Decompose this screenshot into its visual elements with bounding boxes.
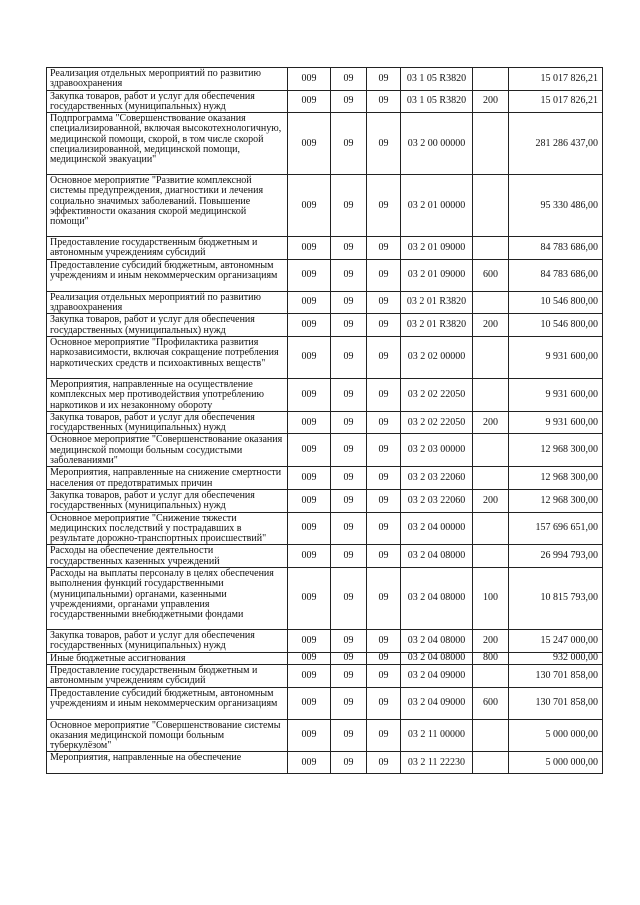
row-pr-cell: 09 (367, 237, 401, 260)
row-pr-cell: 09 (367, 314, 401, 337)
table-row (47, 467, 603, 490)
row-pr-cell: 09 (367, 434, 401, 467)
row-name-cell: Предоставление субсидий бюджетным, автономным учреждениям и иным некоммерческим организациям (47, 259, 288, 291)
row-sum-cell: 157 696 651,00 (509, 512, 603, 545)
row-name-cell: Мероприятия, направленные на обеспечение (47, 752, 288, 774)
row-pr-cell: 09 (367, 336, 401, 378)
row-vr-cell (473, 664, 509, 687)
row-pr-cell: 09 (367, 411, 401, 434)
table-body (47, 68, 603, 774)
row-rz-cell: 09 (331, 652, 367, 664)
table-row (47, 68, 603, 91)
row-sum-cell: 26 994 793,00 (509, 545, 603, 568)
row-rz-cell: 09 (331, 719, 367, 752)
row-name-cell: Основное мероприятие "Профилактика развития наркозависимости, включая сокращение потребления наркотических средств и психоактивных веществ" (47, 336, 288, 378)
row-vr-cell: 200 (473, 630, 509, 653)
row-sum-cell: 10 546 800,00 (509, 291, 603, 314)
row-grbs-cell: 009 (288, 467, 331, 490)
row-csr-cell: 03 2 11 22230 (401, 752, 473, 774)
row-sum-cell: 932 000,00 (509, 652, 603, 664)
row-rz-cell: 09 (331, 259, 367, 291)
row-rz-cell: 09 (331, 237, 367, 260)
row-sum-cell: 9 931 600,00 (509, 378, 603, 411)
row-pr-cell: 09 (367, 175, 401, 237)
row-grbs-cell: 009 (288, 291, 331, 314)
row-csr-cell: 03 2 01 09000 (401, 259, 473, 291)
row-csr-cell: 03 2 04 09000 (401, 664, 473, 687)
row-pr-cell: 09 (367, 489, 401, 512)
row-rz-cell: 09 (331, 68, 367, 91)
row-pr-cell: 09 (367, 652, 401, 664)
table-row (47, 568, 603, 630)
row-grbs-cell: 009 (288, 175, 331, 237)
table-row (47, 489, 603, 512)
row-sum-cell: 9 931 600,00 (509, 411, 603, 434)
row-name-cell: Иные бюджетные ассигнования (47, 652, 288, 664)
row-vr-cell (473, 336, 509, 378)
row-csr-cell: 03 2 01 R3820 (401, 314, 473, 337)
row-name-cell: Основное мероприятие "Развитие комплексной системы предупреждения, диагностики и лечения социально значимых заболеваний. Повышение эффективности оказания скорой медицинской помощи" (47, 175, 288, 237)
table-row (47, 752, 603, 774)
row-sum-cell: 15 247 000,00 (509, 630, 603, 653)
row-rz-cell: 09 (331, 336, 367, 378)
row-csr-cell: 03 2 04 08000 (401, 545, 473, 568)
table-row (47, 259, 603, 291)
row-vr-cell (473, 752, 509, 774)
row-grbs-cell: 009 (288, 68, 331, 91)
row-csr-cell: 03 2 01 00000 (401, 175, 473, 237)
row-vr-cell: 600 (473, 259, 509, 291)
row-name-cell: Закупка товаров, работ и услуг для обеспечения государственных (муниципальных) нужд (47, 314, 288, 337)
row-csr-cell: 03 1 05 R3820 (401, 90, 473, 113)
row-sum-cell: 5 000 000,00 (509, 719, 603, 752)
row-csr-cell: 03 2 04 09000 (401, 687, 473, 719)
row-vr-cell (473, 378, 509, 411)
row-csr-cell: 03 2 11 00000 (401, 719, 473, 752)
row-pr-cell: 09 (367, 113, 401, 175)
row-name-cell: Основное мероприятие "Совершенствование оказания медицинской помощи больным сосудистыми заболеваниями" (47, 434, 288, 467)
row-name-cell: Закупка товаров, работ и услуг для обеспечения государственных (муниципальных) нужд (47, 90, 288, 113)
row-grbs-cell: 009 (288, 664, 331, 687)
row-pr-cell: 09 (367, 90, 401, 113)
row-csr-cell: 03 2 04 00000 (401, 512, 473, 545)
row-csr-cell: 03 2 03 22060 (401, 489, 473, 512)
row-pr-cell: 09 (367, 664, 401, 687)
row-grbs-cell: 009 (288, 652, 331, 664)
row-grbs-cell: 009 (288, 314, 331, 337)
row-grbs-cell: 009 (288, 489, 331, 512)
row-vr-cell (473, 175, 509, 237)
table-row (47, 378, 603, 411)
row-csr-cell: 03 1 05 R3820 (401, 68, 473, 91)
table-row (47, 545, 603, 568)
row-vr-cell (473, 68, 509, 91)
row-grbs-cell: 009 (288, 113, 331, 175)
table-row (47, 687, 603, 719)
row-vr-cell (473, 512, 509, 545)
row-sum-cell: 15 017 826,21 (509, 68, 603, 91)
row-csr-cell: 03 2 02 22050 (401, 378, 473, 411)
row-sum-cell: 281 286 437,00 (509, 113, 603, 175)
row-pr-cell: 09 (367, 68, 401, 91)
row-grbs-cell: 009 (288, 90, 331, 113)
row-pr-cell: 09 (367, 687, 401, 719)
row-csr-cell: 03 2 01 09000 (401, 237, 473, 260)
row-grbs-cell: 009 (288, 630, 331, 653)
table-row (47, 652, 603, 664)
row-grbs-cell: 009 (288, 378, 331, 411)
row-name-cell: Расходы на обеспечение деятельности государственных казенных учреждений (47, 545, 288, 568)
row-csr-cell: 03 2 04 08000 (401, 630, 473, 653)
row-vr-cell (473, 545, 509, 568)
row-rz-cell: 09 (331, 434, 367, 467)
row-sum-cell: 10 815 793,00 (509, 568, 603, 630)
row-pr-cell: 09 (367, 378, 401, 411)
row-grbs-cell: 009 (288, 545, 331, 568)
row-name-cell: Мероприятия, направленные на снижение смертности населения от предотвратимых причин (47, 467, 288, 490)
row-pr-cell: 09 (367, 568, 401, 630)
row-name-cell: Расходы на выплаты персоналу в целях обеспечения выполнения функций государственными (муниципальными) органами, казенными учреждениями, органами управления государственными внебюджетными фондами (47, 568, 288, 630)
row-rz-cell: 09 (331, 687, 367, 719)
row-vr-cell (473, 237, 509, 260)
row-name-cell: Реализация отдельных мероприятий по развитию здравоохранения (47, 68, 288, 91)
row-vr-cell: 100 (473, 568, 509, 630)
row-pr-cell: 09 (367, 291, 401, 314)
row-sum-cell: 5 000 000,00 (509, 752, 603, 774)
table-row (47, 434, 603, 467)
row-rz-cell: 09 (331, 175, 367, 237)
row-csr-cell: 03 2 02 22050 (401, 411, 473, 434)
row-csr-cell: 03 2 04 08000 (401, 652, 473, 664)
row-sum-cell: 10 546 800,00 (509, 314, 603, 337)
row-rz-cell: 09 (331, 314, 367, 337)
row-sum-cell: 12 968 300,00 (509, 434, 603, 467)
row-name-cell: Предоставление государственным бюджетным и автономным учреждениям субсидий (47, 237, 288, 260)
row-sum-cell: 12 968 300,00 (509, 489, 603, 512)
row-grbs-cell: 009 (288, 512, 331, 545)
row-name-cell: Основное мероприятие "Совершенствование системы оказания медицинской помощи больным туберкулёзом" (47, 719, 288, 752)
table-row (47, 175, 603, 237)
row-name-cell: Предоставление субсидий бюджетным, автономным учреждениям и иным некоммерческим организациям (47, 687, 288, 719)
row-rz-cell: 09 (331, 568, 367, 630)
row-rz-cell: 09 (331, 630, 367, 653)
row-rz-cell: 09 (331, 489, 367, 512)
row-name-cell: Подпрограмма "Совершенствование оказания специализированной, включая высокотехнологичную, медицинской помощи, скорой, в том числе скорой специализированной, медицинской помощи, медицинской эвакуации" (47, 113, 288, 175)
row-rz-cell: 09 (331, 512, 367, 545)
row-grbs-cell: 009 (288, 259, 331, 291)
table-row (47, 664, 603, 687)
table-row (47, 411, 603, 434)
row-vr-cell: 600 (473, 687, 509, 719)
row-csr-cell: 03 2 04 08000 (401, 568, 473, 630)
row-rz-cell: 09 (331, 378, 367, 411)
row-pr-cell: 09 (367, 512, 401, 545)
row-csr-cell: 03 2 03 22060 (401, 467, 473, 490)
row-rz-cell: 09 (331, 467, 367, 490)
row-rz-cell: 09 (331, 90, 367, 113)
row-rz-cell: 09 (331, 411, 367, 434)
row-name-cell: Основное мероприятие "Снижение тяжести медицинских последствий у пострадавших в результате дорожно-транспортных происшествий" (47, 512, 288, 545)
row-grbs-cell: 009 (288, 434, 331, 467)
row-sum-cell: 95 330 486,00 (509, 175, 603, 237)
row-pr-cell: 09 (367, 467, 401, 490)
row-grbs-cell: 009 (288, 237, 331, 260)
table-row (47, 291, 603, 314)
row-vr-cell: 200 (473, 489, 509, 512)
row-pr-cell: 09 (367, 630, 401, 653)
row-csr-cell: 03 2 01 R3820 (401, 291, 473, 314)
row-sum-cell: 130 701 858,00 (509, 687, 603, 719)
table-row (47, 512, 603, 545)
row-rz-cell: 09 (331, 113, 367, 175)
row-grbs-cell: 009 (288, 568, 331, 630)
row-name-cell: Закупка товаров, работ и услуг для обеспечения государственных (муниципальных) нужд (47, 411, 288, 434)
row-name-cell: Предоставление государственным бюджетным и автономным учреждениям субсидий (47, 664, 288, 687)
budget-table (46, 67, 603, 774)
row-rz-cell: 09 (331, 291, 367, 314)
table-row (47, 630, 603, 653)
row-vr-cell (473, 113, 509, 175)
row-grbs-cell: 009 (288, 687, 331, 719)
row-name-cell: Закупка товаров, работ и услуг для обеспечения государственных (муниципальных) нужд (47, 630, 288, 653)
row-pr-cell: 09 (367, 752, 401, 774)
row-pr-cell: 09 (367, 259, 401, 291)
row-csr-cell: 03 2 02 00000 (401, 336, 473, 378)
table-row (47, 336, 603, 378)
row-rz-cell: 09 (331, 545, 367, 568)
row-csr-cell: 03 2 00 00000 (401, 113, 473, 175)
row-vr-cell (473, 291, 509, 314)
row-pr-cell: 09 (367, 545, 401, 568)
row-vr-cell: 200 (473, 90, 509, 113)
row-vr-cell: 200 (473, 411, 509, 434)
row-rz-cell: 09 (331, 752, 367, 774)
row-vr-cell (473, 719, 509, 752)
row-grbs-cell: 009 (288, 719, 331, 752)
row-grbs-cell: 009 (288, 752, 331, 774)
row-sum-cell: 84 783 686,00 (509, 259, 603, 291)
table-row (47, 314, 603, 337)
row-vr-cell: 200 (473, 314, 509, 337)
row-vr-cell: 800 (473, 652, 509, 664)
row-vr-cell (473, 434, 509, 467)
table-row (47, 237, 603, 260)
row-name-cell: Закупка товаров, работ и услуг для обеспечения государственных (муниципальных) нужд (47, 489, 288, 512)
row-sum-cell: 9 931 600,00 (509, 336, 603, 378)
table-row (47, 113, 603, 175)
row-sum-cell: 12 968 300,00 (509, 467, 603, 490)
row-sum-cell: 84 783 686,00 (509, 237, 603, 260)
row-name-cell: Реализация отдельных мероприятий по развитию здравоохранения (47, 291, 288, 314)
row-grbs-cell: 009 (288, 411, 331, 434)
row-vr-cell (473, 467, 509, 490)
table-row (47, 719, 603, 752)
row-csr-cell: 03 2 03 00000 (401, 434, 473, 467)
row-rz-cell: 09 (331, 664, 367, 687)
row-grbs-cell: 009 (288, 336, 331, 378)
row-sum-cell: 130 701 858,00 (509, 664, 603, 687)
row-pr-cell: 09 (367, 719, 401, 752)
row-name-cell: Мероприятия, направленные на осуществление комплексных мер противодействия употреблению наркотиков и их незаконному обороту (47, 378, 288, 411)
row-sum-cell: 15 017 826,21 (509, 90, 603, 113)
table-row (47, 90, 603, 113)
